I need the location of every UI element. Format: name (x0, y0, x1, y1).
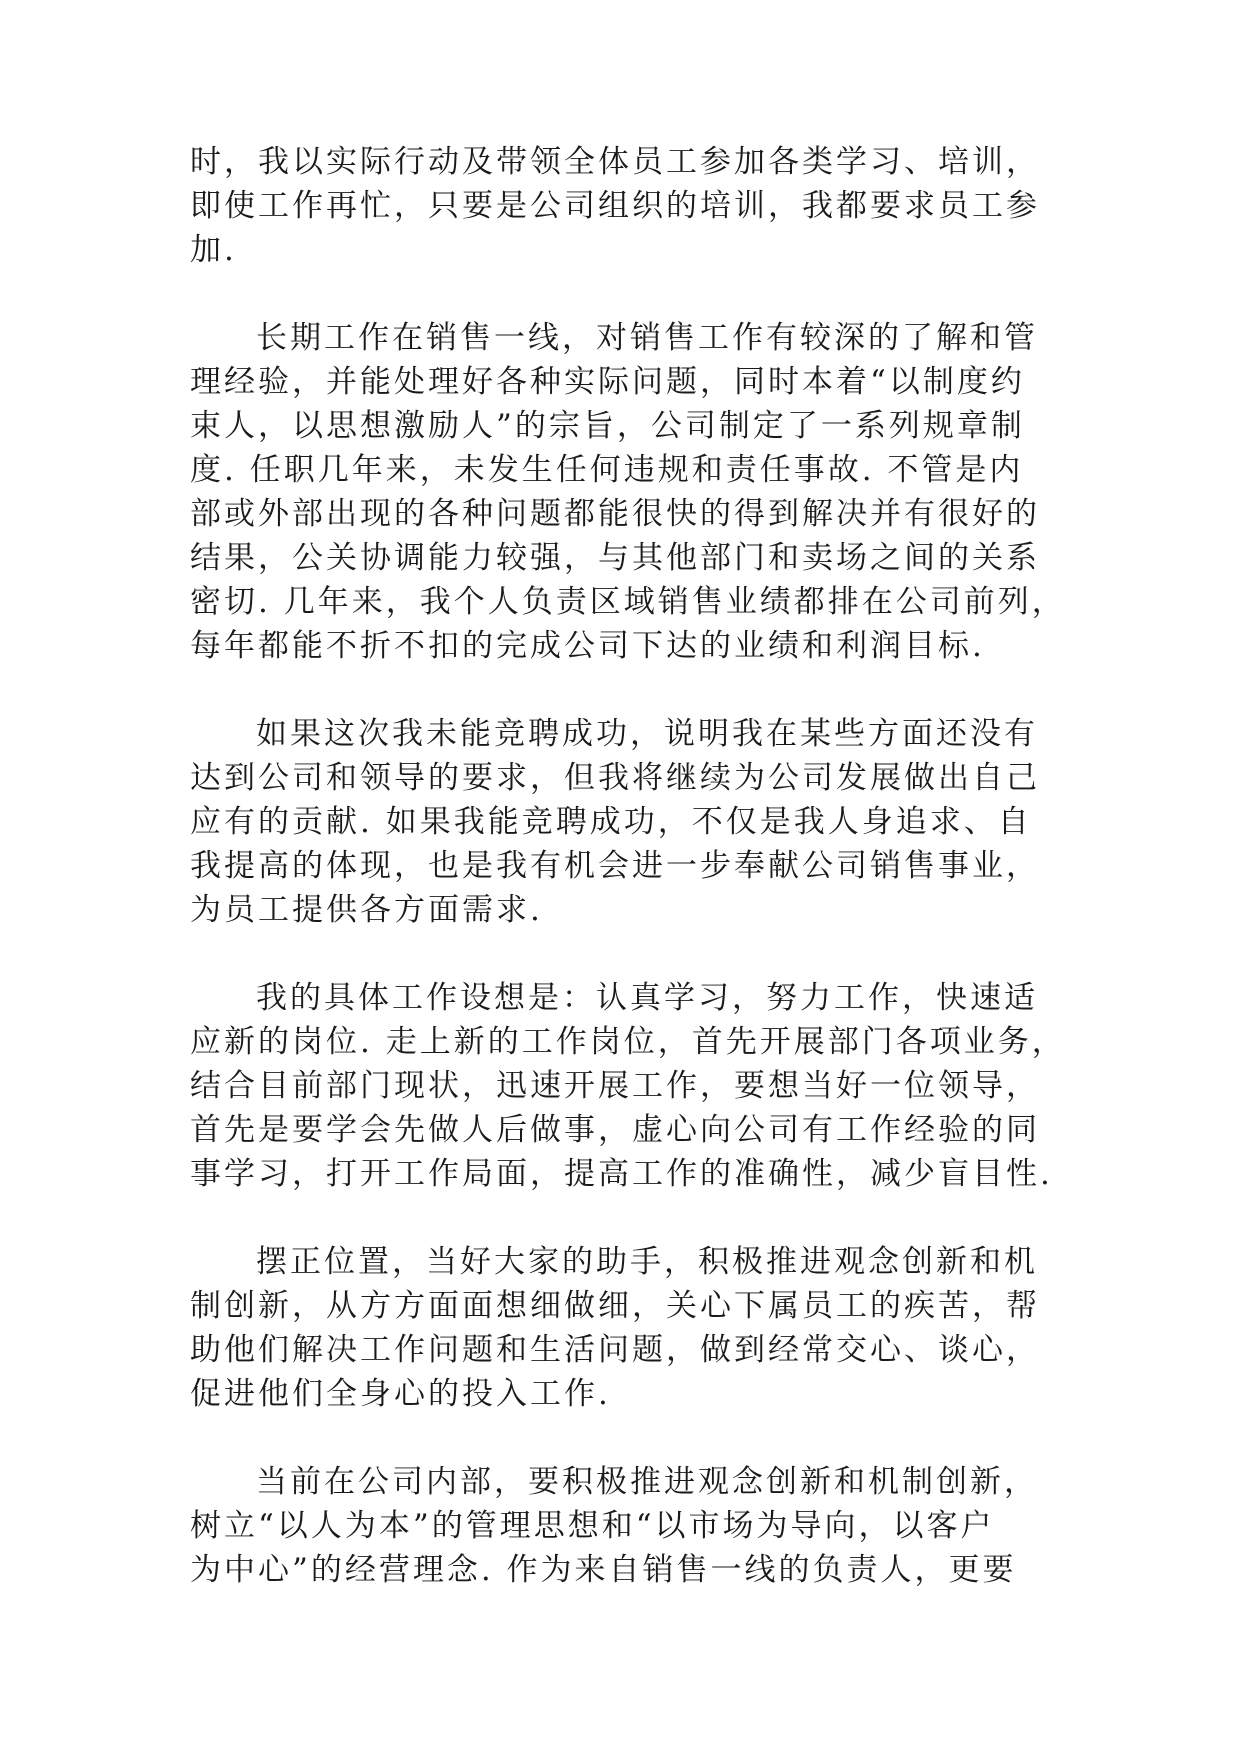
text-line: 我的具体工作设想是：认真学习，努力工作，快速适 (256, 980, 1038, 1016)
text-line: 摆正位置，当好大家的助手，积极推进观念创新和机 (256, 1244, 1038, 1280)
text-line: 部或外部出现的各种问题都能很快的得到解决并有很好的 (190, 496, 1040, 532)
text-line: 为员工提供各方面需求. (190, 892, 543, 928)
text-line: 树立“以人为本”的管理思想和“以市场为导向，以客户 (190, 1508, 995, 1544)
text-line: 应新的岗位. 走上新的工作岗位，首先开展部门各项业务， (190, 1024, 1066, 1060)
text-line: 当前在公司内部，要积极推进观念创新和机制创新， (256, 1464, 1038, 1500)
document-body (190, 140, 1066, 1636)
paragraph-3 (190, 712, 1050, 932)
text-line: 结合目前部门现状，迅速开展工作，要想当好一位领导， (190, 1068, 1040, 1104)
text-line: 加. (190, 232, 237, 268)
text-line: 首先是要学会先做人后做事，虚心向公司有工作经验的同 (190, 1112, 1040, 1148)
paragraph-4 (190, 976, 1066, 1196)
text-line: 理经验，并能处理好各种实际问题，同时本着“以制度约 (190, 364, 1025, 400)
paragraph-6 (190, 1460, 1050, 1592)
paragraph-2 (190, 316, 1066, 668)
text-line: 每年都能不折不扣的完成公司下达的业绩和利润目标. (190, 628, 985, 664)
paragraph-1 (190, 140, 1050, 272)
text-line: 事学习，打开工作局面，提高工作的准确性，减少盲目性. (190, 1156, 1053, 1192)
text-line: 即使工作再忙，只要是公司组织的培训，我都要求员工参 (190, 188, 1040, 224)
text-line: 制创新，从方方面面想细做细，关心下属员工的疾苦，帮 (190, 1288, 1040, 1324)
text-line: 密切. 几年来，我个人负责区域销售业绩都排在公司前列， (190, 584, 1066, 620)
paragraph-5 (190, 1240, 1050, 1416)
text-line: 助他们解决工作问题和生活问题，做到经常交心、谈心， (190, 1332, 1040, 1368)
text-line: 时，我以实际行动及带领全体员工参加各类学习、培训， (190, 144, 1040, 180)
text-line: 为中心”的经营理念. 作为来自销售一线的负责人，更要 (190, 1552, 1017, 1588)
text-line: 我提高的体现，也是我有机会进一步奉献公司销售事业， (190, 848, 1040, 884)
text-line: 如果这次我未能竞聘成功，说明我在某些方面还没有 (256, 716, 1038, 752)
text-line: 长期工作在销售一线，对销售工作有较深的了解和管 (256, 320, 1038, 356)
text-line: 束人，以思想激励人”的宗旨，公司制定了一系列规章制 (190, 408, 1025, 444)
text-line: 达到公司和领导的要求，但我将继续为公司发展做出自己 (190, 760, 1040, 796)
text-line: 度. 任职几年来，未发生任何违规和责任事故. 不管是内 (190, 452, 1024, 488)
text-line: 应有的贡献. 如果我能竞聘成功，不仅是我人身追求、自 (190, 804, 1032, 840)
text-line: 促进他们全身心的投入工作. (190, 1376, 611, 1412)
text-line: 结果，公关协调能力较强，与其他部门和卖场之间的关系 (190, 540, 1040, 576)
